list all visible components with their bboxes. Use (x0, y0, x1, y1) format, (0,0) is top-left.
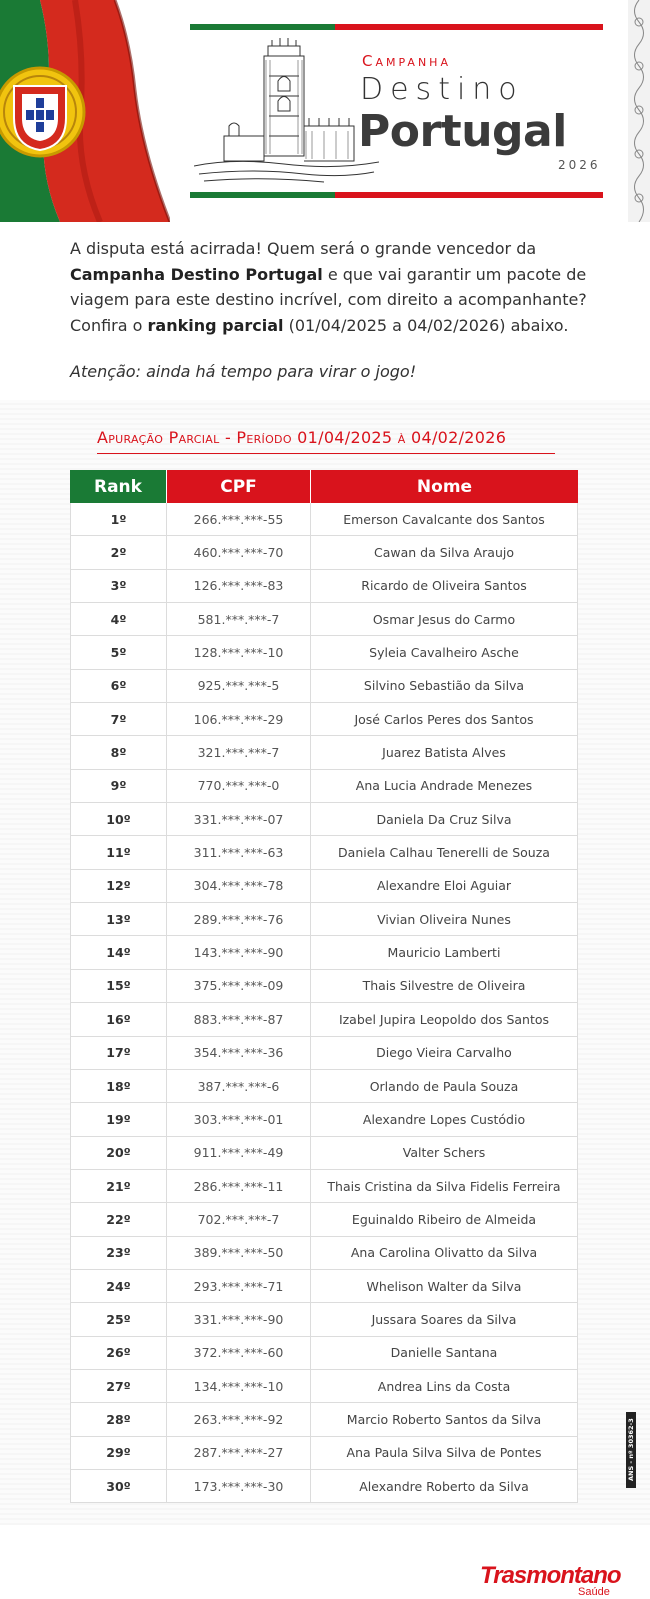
rank-cell: 15º (70, 970, 166, 1002)
cpf-cell: 173.***.***-30 (166, 1470, 310, 1502)
cpf-cell: 263.***.***-92 (166, 1403, 310, 1435)
rank-cell: 24º (70, 1270, 166, 1302)
cpf-cell: 770.***.***-0 (166, 770, 310, 802)
table-row (70, 870, 578, 903)
name-cell: Emerson Cavalcante dos Santos (310, 503, 578, 535)
ans-registration-badge: ANS - nº 30362-3 (626, 1412, 636, 1488)
name-cell: Izabel Jupira Leopoldo dos Santos (310, 1003, 578, 1035)
cpf-cell: 143.***.***-90 (166, 936, 310, 968)
name-cell: Ana Lucia Andrade Menezes (310, 770, 578, 802)
top-green-bar (190, 24, 335, 30)
rank-cell: 5º (70, 636, 166, 668)
rank-cell: 9º (70, 770, 166, 802)
header-cpf: CPF (166, 470, 310, 503)
table-row (70, 703, 578, 736)
cpf-cell: 372.***.***-60 (166, 1337, 310, 1369)
rank-cell: 11º (70, 836, 166, 868)
rank-cell: 6º (70, 670, 166, 702)
bottom-green-bar (190, 192, 335, 198)
campaign-year: 2026 (558, 158, 601, 172)
rank-cell: 20º (70, 1137, 166, 1169)
cpf-cell: 304.***.***-78 (166, 870, 310, 902)
cpf-cell: 925.***.***-5 (166, 670, 310, 702)
table-row (70, 536, 578, 569)
table-body (70, 503, 578, 1503)
rank-cell: 23º (70, 1237, 166, 1269)
rank-cell: 7º (70, 703, 166, 735)
rank-cell: 16º (70, 1003, 166, 1035)
cpf-cell: 702.***.***-7 (166, 1203, 310, 1235)
cpf-cell: 293.***.***-71 (166, 1270, 310, 1302)
name-cell: Mauricio Lamberti (310, 936, 578, 968)
name-cell: Orlando de Paula Souza (310, 1070, 578, 1102)
name-cell: Ana Paula Silva Silva de Pontes (310, 1437, 578, 1469)
name-cell: Thais Cristina da Silva Fidelis Ferreira (310, 1170, 578, 1202)
header-nome: Nome (310, 470, 578, 503)
name-cell: Juarez Batista Alves (310, 736, 578, 768)
rank-cell: 14º (70, 936, 166, 968)
azulejo-tile-pattern (628, 0, 650, 222)
table-row (70, 1337, 578, 1370)
rank-cell: 25º (70, 1303, 166, 1335)
table-row (70, 1237, 578, 1270)
title-underline (97, 453, 555, 454)
cpf-cell: 106.***.***-29 (166, 703, 310, 735)
table-row (70, 1137, 578, 1170)
name-cell: Cawan da Silva Araujo (310, 536, 578, 568)
name-cell: Valter Schers (310, 1137, 578, 1169)
table-row (70, 1303, 578, 1336)
name-cell: Ricardo de Oliveira Santos (310, 570, 578, 602)
table-row (70, 503, 578, 536)
campaign-destino: Destino (360, 72, 524, 107)
table-row (70, 1070, 578, 1103)
table-row (70, 670, 578, 703)
cpf-cell: 883.***.***-87 (166, 1003, 310, 1035)
name-cell: Whelison Walter da Silva (310, 1270, 578, 1302)
cpf-cell: 460.***.***-70 (166, 536, 310, 568)
name-cell: Alexandre Lopes Custódio (310, 1103, 578, 1135)
rank-cell: 13º (70, 903, 166, 935)
name-cell: Alexandre Roberto da Silva (310, 1470, 578, 1502)
table-row (70, 1403, 578, 1436)
name-cell: Thais Silvestre de Oliveira (310, 970, 578, 1002)
table-row (70, 1270, 578, 1303)
cpf-cell: 286.***.***-11 (166, 1170, 310, 1202)
cpf-cell: 389.***.***-50 (166, 1237, 310, 1269)
campaign-label: Campanha (362, 52, 451, 70)
rank-cell: 22º (70, 1203, 166, 1235)
table-row (70, 1203, 578, 1236)
table-row (70, 1003, 578, 1036)
table-row (70, 803, 578, 836)
intro-paragraph: A disputa está acirrada! Quem será o grande vencedor da Campanha Destino Portugal e que vai garantir um pacote de viagem para este destino incrível, com direito a acompanhante? Confira o ranking parcial (01/04/2025 a 04/02/2026) abaixo. (70, 239, 587, 335)
table-row (70, 1437, 578, 1470)
bottom-red-bar (335, 192, 603, 198)
rank-cell: 10º (70, 803, 166, 835)
cpf-cell: 331.***.***-07 (166, 803, 310, 835)
name-cell: Diego Vieira Carvalho (310, 1037, 578, 1069)
rank-cell: 27º (70, 1370, 166, 1402)
rank-cell: 29º (70, 1437, 166, 1469)
name-cell: Vivian Oliveira Nunes (310, 903, 578, 935)
portugal-flag-image (0, 0, 170, 222)
table-row (70, 1037, 578, 1070)
cpf-cell: 303.***.***-01 (166, 1103, 310, 1135)
name-cell: José Carlos Peres dos Santos (310, 703, 578, 735)
cpf-cell: 128.***.***-10 (166, 636, 310, 668)
cpf-cell: 911.***.***-49 (166, 1137, 310, 1169)
belem-tower-illustration (194, 36, 379, 186)
name-cell: Syleia Cavalheiro Asche (310, 636, 578, 668)
cpf-cell: 387.***.***-6 (166, 1070, 310, 1102)
name-cell: Jussara Soares da Silva (310, 1303, 578, 1335)
top-red-bar (335, 24, 603, 30)
name-cell: Osmar Jesus do Carmo (310, 603, 578, 635)
campaign-portugal: Portugal (358, 106, 567, 157)
rank-cell: 21º (70, 1170, 166, 1202)
table-row (70, 636, 578, 669)
section-title: Apuração Parcial - Período 01/04/2025 à 04/02/2026 (97, 428, 507, 447)
name-cell: Eguinaldo Ribeiro de Almeida (310, 1203, 578, 1235)
table-row (70, 1103, 578, 1136)
rank-cell: 2º (70, 536, 166, 568)
name-cell: Daniela Da Cruz Silva (310, 803, 578, 835)
campaign-header (0, 0, 650, 222)
rank-cell: 18º (70, 1070, 166, 1102)
name-cell: Daniela Calhau Tenerelli de Souza (310, 836, 578, 868)
header-rank: Rank (70, 470, 166, 503)
name-cell: Silvino Sebastião da Silva (310, 670, 578, 702)
table-row (70, 1470, 578, 1503)
rank-cell: 1º (70, 503, 166, 535)
cpf-cell: 321.***.***-7 (166, 736, 310, 768)
table-row (70, 836, 578, 869)
rank-cell: 4º (70, 603, 166, 635)
cpf-cell: 289.***.***-76 (166, 903, 310, 935)
table-row (70, 736, 578, 769)
cpf-cell: 375.***.***-09 (166, 970, 310, 1002)
cpf-cell: 134.***.***-10 (166, 1370, 310, 1402)
rank-cell: 17º (70, 1037, 166, 1069)
table-row (70, 970, 578, 1003)
table-row (70, 1370, 578, 1403)
cpf-cell: 266.***.***-55 (166, 503, 310, 535)
rank-cell: 26º (70, 1337, 166, 1369)
ranking-table (70, 470, 578, 1503)
cpf-cell: 354.***.***-36 (166, 1037, 310, 1069)
table-row (70, 770, 578, 803)
trasmontano-logo-sub: Saúde (578, 1586, 610, 1598)
table-row (70, 936, 578, 969)
rank-cell: 28º (70, 1403, 166, 1435)
rank-cell: 3º (70, 570, 166, 602)
cpf-cell: 331.***.***-90 (166, 1303, 310, 1335)
attention-note: Atenção: ainda há tempo para virar o jogo! (70, 362, 417, 381)
trasmontano-logo: Trasmontano (480, 1562, 621, 1589)
rank-cell: 8º (70, 736, 166, 768)
name-cell: Marcio Roberto Santos da Silva (310, 1403, 578, 1435)
table-row (70, 1170, 578, 1203)
cpf-cell: 311.***.***-63 (166, 836, 310, 868)
cpf-cell: 287.***.***-27 (166, 1437, 310, 1469)
table-row (70, 603, 578, 636)
name-cell: Andrea Lins da Costa (310, 1370, 578, 1402)
rank-cell: 30º (70, 1470, 166, 1502)
cpf-cell: 581.***.***-7 (166, 603, 310, 635)
table-row (70, 903, 578, 936)
rank-cell: 12º (70, 870, 166, 902)
table-header (70, 470, 578, 503)
name-cell: Alexandre Eloi Aguiar (310, 870, 578, 902)
name-cell: Ana Carolina Olivatto da Silva (310, 1237, 578, 1269)
cpf-cell: 126.***.***-83 (166, 570, 310, 602)
name-cell: Danielle Santana (310, 1337, 578, 1369)
rank-cell: 19º (70, 1103, 166, 1135)
table-row (70, 570, 578, 603)
